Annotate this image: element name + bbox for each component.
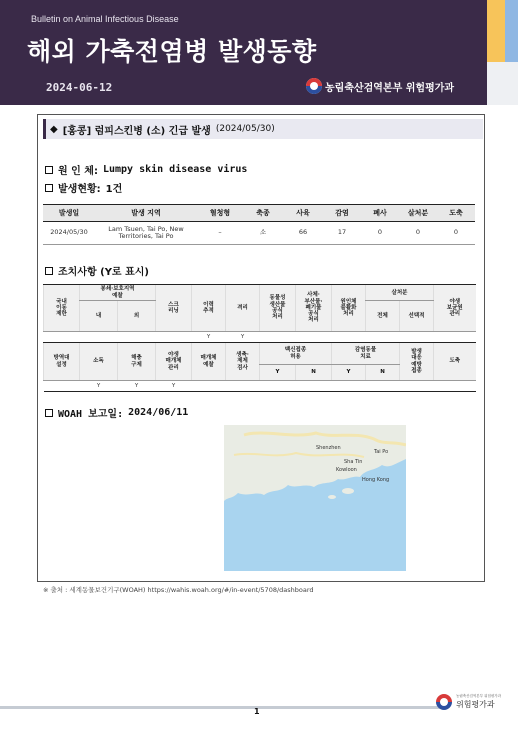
footer-org: 위험평가과 bbox=[456, 700, 495, 709]
map-label: Sha Tin bbox=[344, 459, 363, 465]
col-serotype: 혈청형 bbox=[197, 205, 243, 222]
h-product: 동물성 생산물 공식 처리 bbox=[260, 285, 296, 332]
value-cell: Y bbox=[192, 332, 226, 343]
cell-slaughtered: 0 bbox=[437, 222, 475, 245]
measures-table-1 bbox=[43, 284, 476, 343]
map-label: Hong Kong bbox=[362, 477, 390, 483]
value-cell bbox=[400, 332, 434, 343]
h-vector: 해충 구제 bbox=[118, 343, 156, 381]
cell-serotype: – bbox=[197, 222, 243, 245]
footer-org-small: 농림축산검역본부 위험평가과 bbox=[456, 694, 502, 698]
page-number: 1 bbox=[254, 707, 260, 716]
h-trace: 이력 추적 bbox=[192, 285, 226, 332]
h-disinfect-zone: 방역대 설정 bbox=[44, 343, 80, 381]
table-header-row bbox=[43, 205, 475, 222]
value-cell bbox=[80, 332, 118, 343]
h-domestic: 국내 이동 제한 bbox=[44, 285, 80, 332]
map-label: Shenzhen bbox=[316, 445, 341, 451]
value-cell bbox=[296, 381, 332, 392]
measures-line bbox=[45, 263, 149, 278]
value-cell bbox=[44, 332, 80, 343]
h-vaccine: 백신접종 허용 bbox=[260, 343, 332, 365]
map-label: Tai Po bbox=[374, 449, 389, 455]
value-cell bbox=[44, 381, 80, 392]
value-cell bbox=[332, 381, 366, 392]
woah-value: 2024/06/11 bbox=[128, 407, 189, 418]
org-name: 농림축산검역본부 위험평가과 bbox=[325, 82, 455, 94]
cell-raised: 66 bbox=[283, 222, 323, 245]
h-selective: 선택적 bbox=[400, 301, 434, 332]
checkbox-square-icon bbox=[45, 267, 53, 275]
value-cell bbox=[332, 332, 366, 343]
h-culling: 살처분 bbox=[366, 285, 434, 301]
footer-logo bbox=[436, 694, 501, 710]
cell-culled: 0 bbox=[399, 222, 437, 245]
cause-line bbox=[45, 162, 247, 177]
section-heading bbox=[43, 119, 483, 139]
government-logo-icon bbox=[436, 694, 452, 710]
measures-label: 조치사항 (Y로 표시) bbox=[58, 267, 149, 278]
h-response: 발생 대응 예방 접종 bbox=[400, 343, 434, 381]
status-value: 1건 bbox=[105, 184, 123, 195]
cell-date: 2024/05/30 bbox=[43, 222, 95, 245]
value-cell: Y bbox=[156, 381, 192, 392]
value-cell bbox=[156, 332, 192, 343]
section-title: [홍콩] 럼피스킨병 (소) 긴급 발생 bbox=[62, 125, 211, 137]
value-cell: Y bbox=[226, 332, 260, 343]
cause-label: 원 인 체: bbox=[58, 166, 98, 177]
status-label: 발생현황: bbox=[58, 184, 101, 195]
woah-label: WOAH 보고일: bbox=[58, 409, 124, 420]
map-label: Kowloon bbox=[336, 467, 357, 473]
value-cell bbox=[366, 381, 400, 392]
col-infected: 감염 bbox=[323, 205, 361, 222]
value-cell bbox=[118, 332, 156, 343]
value-cell bbox=[434, 332, 476, 343]
h-live-test: 생축· 제제 검사 bbox=[226, 343, 260, 381]
value-cell bbox=[366, 332, 400, 343]
location-map bbox=[224, 425, 406, 571]
col-species: 축종 bbox=[243, 205, 283, 222]
cause-value: Lumpy skin disease virus bbox=[102, 164, 248, 175]
woah-line bbox=[45, 405, 188, 420]
h-treat-n: N bbox=[366, 365, 400, 381]
header-org bbox=[306, 78, 454, 94]
h-wildlife: 야생 보균원 관리 bbox=[434, 285, 476, 332]
col-region: 발생 지역 bbox=[95, 205, 197, 222]
col-deaths: 폐사 bbox=[361, 205, 399, 222]
h-screening: 스크 리닝 bbox=[156, 285, 192, 332]
value-cell bbox=[226, 381, 260, 392]
col-raised: 사육 bbox=[283, 205, 323, 222]
measures-table-2 bbox=[43, 342, 476, 392]
h-disinfection: 소독 bbox=[80, 343, 118, 381]
diamond-icon: ◆ bbox=[50, 123, 58, 135]
h-carcass: 사체· 부산물· 폐기물 공식 처리 bbox=[296, 285, 332, 332]
issue-date: 2024-06-12 bbox=[46, 81, 113, 94]
h-vector-surv: 매개체 예찰 bbox=[192, 343, 226, 381]
value-cell bbox=[400, 381, 434, 392]
cell-species: 소 bbox=[243, 222, 283, 245]
value-cell: Y bbox=[80, 381, 118, 392]
col-slaughtered: 도축 bbox=[437, 205, 475, 222]
table-row bbox=[44, 381, 476, 392]
value-cell bbox=[192, 381, 226, 392]
page-title: 해외 가축전염병 발생동향 bbox=[27, 37, 317, 66]
footer-divider bbox=[0, 706, 445, 709]
h-in: 내 bbox=[80, 301, 118, 332]
h-slaughter: 도축 bbox=[434, 343, 476, 381]
map-graphic bbox=[224, 425, 406, 571]
h-quarantine: 격리 bbox=[226, 285, 260, 332]
value-cell: Y bbox=[118, 381, 156, 392]
section-date: (2024/05/30) bbox=[215, 124, 275, 134]
outbreak-table bbox=[43, 204, 475, 245]
table-row bbox=[43, 222, 475, 245]
source-note: ※ 출처 : 세계동물보건기구(WOAH) https://wahis.woah.org/#/in-event/5708/dashboard bbox=[43, 586, 314, 594]
h-treat: 감염동물 치료 bbox=[332, 343, 400, 365]
h-vaccine-n: N bbox=[296, 365, 332, 381]
checkbox-square-icon bbox=[45, 184, 53, 192]
cell-region: Lam Tsuen, Tai Po, New Territories, Tai Po bbox=[95, 222, 197, 245]
value-cell bbox=[260, 332, 296, 343]
h-treat-y: Y bbox=[332, 365, 366, 381]
col-culled: 살처분 bbox=[399, 205, 437, 222]
value-cell bbox=[434, 381, 476, 392]
h-wild-vector: 야생 매개체 관리 bbox=[156, 343, 192, 381]
cell-infected: 17 bbox=[323, 222, 361, 245]
h-zone: 봉쇄·보호지역 예찰 bbox=[80, 285, 156, 301]
bulletin-label: Bulletin on Animal Infectious Disease bbox=[31, 14, 179, 24]
status-line bbox=[45, 180, 122, 195]
government-logo-icon bbox=[306, 78, 322, 94]
table-row bbox=[44, 332, 476, 343]
value-cell bbox=[296, 332, 332, 343]
col-date: 발생일 bbox=[43, 205, 95, 222]
page-header bbox=[0, 0, 487, 105]
h-vaccine-y: Y bbox=[260, 365, 296, 381]
cell-deaths: 0 bbox=[361, 222, 399, 245]
corner-decoration bbox=[487, 0, 518, 105]
checkbox-square-icon bbox=[45, 409, 53, 417]
h-pathogen: 원인체 불활화 처리 bbox=[332, 285, 366, 332]
checkbox-square-icon bbox=[45, 166, 53, 174]
h-all: 전체 bbox=[366, 301, 400, 332]
value-cell bbox=[260, 381, 296, 392]
h-out: 외 bbox=[118, 301, 156, 332]
